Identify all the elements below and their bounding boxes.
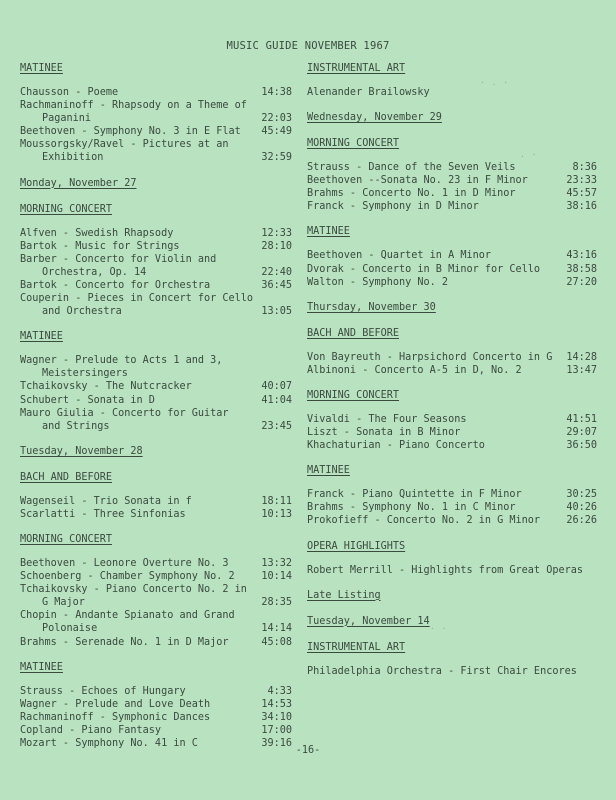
program-entry [20,596,292,609]
entry-title: Robert Merrill - Highlights from Great Operas [307,564,584,576]
entry-duration: 8:36 [572,162,597,174]
section-heading: MATINEE [307,465,350,477]
section-heading: INSTRUMENTAL ART [307,63,406,74]
section-heading: MORNING CONCERT [307,138,400,150]
right-column [307,62,597,690]
program-entry [307,501,597,514]
entry-title: Von Bayreuth - Harpsichord Concerto in G [307,351,553,363]
entry-duration: 4:33 [267,685,292,697]
program-entry [307,174,597,187]
entry-duration: 14:53 [261,698,292,710]
section-heading: BACH AND BEFORE [20,471,113,483]
entry-duration: 29:07 [566,427,597,439]
program-entry [307,426,597,439]
entry-title: Scarlatti - Three Sinfonias [20,508,186,520]
program-entry [20,570,292,583]
entry-duration: 23:33 [566,175,597,187]
entry-title: Beethoven - Leonore Overture No. 3 [20,557,229,569]
entry-duration: 22:03 [261,113,292,125]
program-section [20,62,292,165]
program-entry [20,420,292,433]
entry-title: Beethoven - Symphony No. 3 in E Flat [20,126,241,138]
program-entry [307,488,597,501]
program-entry [20,394,292,407]
entry-duration: 12:33 [261,227,292,239]
program-entry [20,112,292,125]
program-entry [20,622,292,635]
entry-duration: 13:32 [261,557,292,569]
entry-title-continued: Exhibition [42,152,104,164]
entry-title-continued: and Orchestra [42,306,122,318]
entry-duration: 18:11 [261,495,292,507]
program-section [307,62,597,99]
program-section [307,589,597,603]
program-section [20,533,292,649]
entry-duration: 14:38 [261,87,292,98]
entry-duration: 30:25 [566,489,597,501]
entry-duration: 28:10 [261,240,292,252]
program-entry [307,564,597,577]
entry-title: Rachmaninoff - Rhapsody on a Theme of [20,100,247,112]
program-entry [307,161,597,174]
entry-title-continued: Orchestra, Op. 14 [42,266,147,278]
entry-title: Mauro Giulia - Concerto for Guitar [20,407,229,419]
entry-duration: 17:00 [261,724,292,736]
date-heading: Thursday, November 30 [307,301,436,313]
program-section [307,137,597,213]
program-entry [307,263,597,276]
program-entry [307,187,597,200]
entry-duration: 28:35 [261,597,292,609]
program-entry [307,249,597,262]
section-heading: MORNING CONCERT [20,533,113,545]
entry-title: Copland - Piano Fantasy [20,724,162,736]
program-entry [20,151,292,164]
entry-duration: 39:16 [261,738,292,749]
program-section [307,111,597,125]
program-entry [20,240,292,253]
date-heading: Tuesday, November 28 [20,445,143,457]
entry-title: Brahms - Serenade No. 1 in D Major [20,636,229,648]
program-entry [20,266,292,279]
entry-duration: 45:49 [261,126,292,138]
entry-duration: 13:05 [261,306,292,318]
entry-title: Bartok - Concerto for Orchestra [20,279,211,291]
program-entry [307,364,597,377]
program-section [307,540,597,577]
program-section [20,471,292,521]
entry-duration: 36:45 [261,279,292,291]
entry-title: Philadelphia Orchestra - First Chair Encores [307,665,577,677]
entry-title: Strauss - Dance of the Seven Veils [307,162,516,174]
entry-title: Brahms - Symphony No. 1 in C Minor [307,502,516,514]
entry-title-continued: Polonaise [42,623,98,635]
entry-title: Wagenseil - Trio Sonata in f [20,495,192,507]
program-entry [20,86,292,99]
entry-duration: 27:20 [566,276,597,288]
entry-title: Tchaikovsky - Piano Concerto No. 2 in [20,584,247,596]
program-entry [20,279,292,292]
entry-duration: 45:08 [261,636,292,648]
entry-title-continued: and Strings [42,420,110,432]
entry-duration: 22:40 [261,266,292,278]
entry-duration: 14:14 [261,623,292,635]
entry-title: Beethoven - Quartet in A Minor [307,250,492,262]
program-entry [307,351,597,364]
entry-title: Albinoni - Concerto A-5 in D, No. 2 [307,364,522,376]
entry-duration: 41:51 [566,413,597,425]
section-heading: Late Listing [307,589,381,601]
program-section [20,330,292,433]
entry-title: Vivaldi - The Four Seasons [307,413,467,425]
entry-title: Prokofieff - Concerto No. 2 in G Minor [307,515,541,527]
date-heading: Monday, November 27 [20,177,137,189]
entry-title-continued: Paganini [42,113,92,125]
program-entry [20,367,292,380]
program-section [307,389,597,452]
entry-duration: 40:07 [261,381,292,393]
entry-duration: 26:26 [566,515,597,527]
section-heading: BACH AND BEFORE [307,327,400,339]
entry-duration: 40:26 [566,502,597,514]
entry-duration: 13:47 [566,364,597,376]
entry-title: Franck - Symphony in D Minor [307,201,479,213]
section-heading: OPERA HIGHLIGHTS [307,540,406,552]
program-section [307,641,597,678]
program-entry [20,380,292,393]
entry-title: Chausson - Poeme [20,87,119,98]
entry-title: Mozart - Symphony No. 41 in C [20,738,198,749]
entry-title: Walton - Symphony No. 2 [307,276,449,288]
entry-duration: 38:16 [566,201,597,213]
program-section [20,177,292,191]
paper-speck: · . · [480,78,510,87]
section-heading: MATINEE [20,661,63,673]
program-entry [20,557,292,570]
entry-title: Alfven - Swedish Rhapsody [20,227,174,239]
program-section [20,661,292,750]
entry-title: Wagner - Prelude and Love Death [20,698,211,710]
entry-title: Brahms - Concerto No. 1 in D Minor [307,188,516,200]
entry-title: Khachaturian - Piano Concerto [307,440,485,452]
program-entry [20,495,292,508]
page-title: MUSIC GUIDE NOVEMBER 1967 [226,40,390,52]
entry-title: Wagner - Prelude to Acts 1 and 3, [20,355,223,367]
entry-title: Liszt - Sonata in B Minor [307,427,461,439]
entry-title-continued: G Major [42,597,85,609]
program-section [307,615,597,629]
program-entry [307,413,597,426]
entry-title: Moussorgsky/Ravel - Pictures at an [20,139,229,151]
entry-duration: 10:14 [261,571,292,583]
entry-title: Couperin - Pieces in Concert for Cello [20,293,254,305]
entry-title: Barber - Concerto for Violin and [20,253,217,265]
entry-title: Beethoven --Sonata No. 23 in F Minor [307,175,528,187]
program-section [20,203,292,319]
entry-title: Chopin - Andante Spianato and Grand [20,610,235,622]
page-number: -16- [295,745,321,756]
program-entry [307,86,597,99]
entry-duration: 45:57 [566,188,597,200]
entry-duration: 38:58 [566,263,597,275]
section-heading: MATINEE [307,226,350,238]
program-entry [20,636,292,649]
entry-duration: 43:16 [566,250,597,262]
entry-duration: 36:50 [566,440,597,452]
entry-title: Tchaikovsky - The Nutcracker [20,381,192,393]
entry-duration: 41:04 [261,394,292,406]
program-entry [307,276,597,289]
program-section [307,464,597,527]
program-entry [20,698,292,711]
entry-duration: 34:10 [261,711,292,723]
entry-duration: 32:59 [261,152,292,164]
program-entry [307,439,597,452]
paper-speck: · · [430,624,448,633]
program-entry [307,514,597,527]
section-heading: MATINEE [20,331,63,343]
date-heading: Wednesday, November 29 [307,112,442,124]
program-entry [20,724,292,737]
entry-duration: 23:45 [261,420,292,432]
program-entry [20,685,292,698]
program-section [307,225,597,288]
paper-speck: . · [520,150,538,159]
program-section [307,301,597,315]
entry-duration: 10:13 [261,508,292,520]
entry-title: Schoenberg - Chamber Symphony No. 2 [20,571,235,583]
program-entry [20,305,292,318]
entry-title: Schubert - Sonata in D [20,394,155,406]
section-heading: MATINEE [20,63,63,74]
program-entry [20,711,292,724]
program-entry [307,200,597,213]
program-section [20,445,292,459]
entry-title: Alenander Brailowsky [307,87,430,98]
program-entry [20,508,292,521]
section-heading: MORNING CONCERT [20,203,113,215]
section-heading: MORNING CONCERT [307,389,400,401]
section-heading: INSTRUMENTAL ART [307,641,406,653]
program-entry [20,125,292,138]
date-heading: Tuesday, November 14 [307,615,430,627]
program-section [307,327,597,377]
program-entry [20,227,292,240]
left-column [20,62,292,762]
entry-title: Franck - Piano Quintette in F Minor [307,489,522,501]
entry-title: Strauss - Echoes of Hungary [20,685,186,697]
entry-title: Dvorak - Concerto in B Minor for Cello [307,263,541,275]
entry-duration: 14:28 [566,351,597,363]
entry-title: Bartok - Music for Strings [20,240,180,252]
entry-title: Rachmaninoff - Symphonic Dances [20,711,211,723]
program-entry [307,665,597,678]
entry-title-continued: Meistersingers [42,368,128,380]
